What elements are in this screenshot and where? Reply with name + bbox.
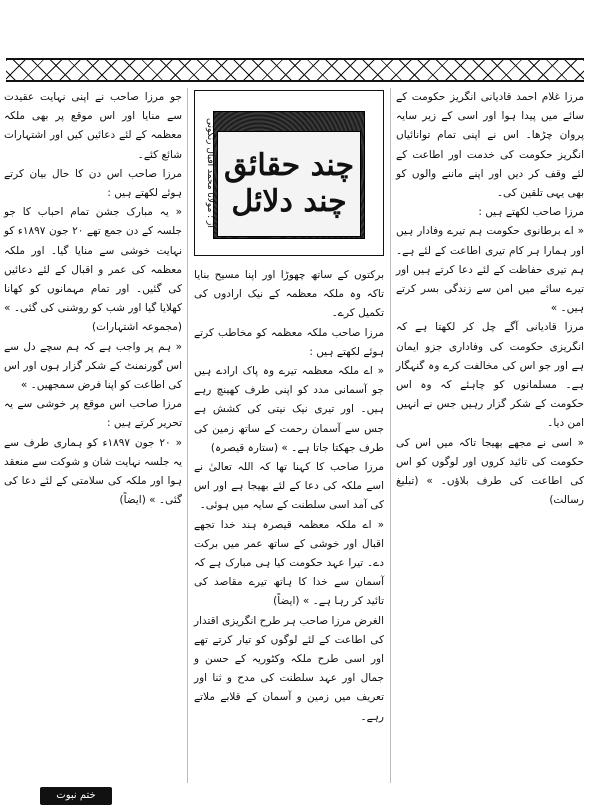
quote-paragraph: « اے ملکہ معظمہ تیرے وہ پاک ارادے ہیں جو آسمانی مدد کو اپنی طرف کھینچ رہے ہیں۔ اور تیری نیک نیتی کی کشش ہے جس سے آسمان رحمت کے ساتھ زمین کی طرف جھکتا جاتا ہے۔ » (ستارہ قیصرہ) — [194, 365, 384, 454]
column-divider — [187, 88, 188, 783]
paragraph: مرزا صاحب اس موقع پر خوشی سے یہ تحریر کرتے ہیں : — [4, 398, 182, 430]
quote-paragraph: « ۲۰ جون ۱۸۹۷ء کو ہماری طرف سے یہ جلسہ نہایت شان و شوکت سے منعقد ہوا اور ملکہ کی سلامتی کے لئے دعا کی گئی۔ » (ایضاً) — [4, 436, 182, 507]
column-middle — [194, 266, 384, 783]
quote-paragraph: « اسی نے مجھے بھیجا تاکہ میں اس کی حکومت کی تائید کروں اور لوگوں کو اس کی اطاعت کی طرف بلاؤں۔ » (تبلیغ رسالت) — [396, 436, 584, 507]
quote-paragraph: « اے برطانوی حکومت ہم تیرے وفادار ہیں اور ہمارا ہر کام تیری اطاعت کے لئے ہے۔ ہم تیری حفاظت کے لئے دعا کرتے ہیں اور تیرے سائے میں امن سے زندگی بسر کرتے ہیں۔ » — [396, 225, 584, 315]
author-byline: از : مولانا محمد اقبال رنگونی — [205, 118, 215, 228]
paragraph: برکتوں کے ساتھ چھوڑا اور اپنا مسیح بنایا تاکہ وہ ملکہ معظمہ کے نیک ارادوں کی تکمیل کرے۔ — [194, 269, 384, 320]
paragraph: مرزا صاحب کا کہنا تھا کہ اللہ تعالیٰ نے اسے ملکہ کی دعا کے لئے بھیجا ہے اور اس کی آمد اسی سلطنت کے سایہ میں ہوئی۔ — [194, 461, 384, 512]
column-right — [396, 88, 584, 783]
magazine-footer-label: ختم نبوت — [40, 787, 112, 805]
title-line-1: چند حقائق — [223, 148, 355, 183]
paragraph: مرزا غلام احمد قادیانی انگریز حکومت کے سائے میں پیدا ہوا اور اسی کے زیر سایہ پروان چڑھا۔ اس نے اپنی تمام توانائیاں انگریز حکومت کی خدمت اور اطاعت کے لئے وقف کر دیں اور اپنے ماننے والوں کو بھی یہی تلقین کی۔ — [396, 91, 584, 200]
title-panel — [217, 131, 361, 237]
column-left — [4, 88, 182, 783]
quote-paragraph: « ہم پر واجب ہے کہ ہم سچے دل سے اس گورنمنٹ کے شکر گزار ہوں اور اس کی اطاعت کو اپنا فرض سمجھیں۔ » — [4, 340, 182, 392]
title-line-2: چند دلائل — [231, 184, 347, 219]
decorative-border — [6, 58, 584, 82]
paragraph: مرزا قادیانی آگے چل کر لکھتا ہے کہ انگریزی حکومت کی وفاداری جزو ایمان ہے اور جو اس کی مخالفت کرے وہ گنہگار ہے۔ مسلمانوں کو چاہئے کہ وہ اس حکومت کے شکر گزار رہیں جس نے انہیں امن دیا۔ — [396, 321, 584, 430]
paragraph: مرزا صاحب ملکہ معظمہ کو مخاطب کرتے ہوئے لکھتے ہیں : — [194, 326, 384, 358]
paragraph: الغرض مرزا صاحب ہر طرح انگریزی اقتدار کی اطاعت کے لئے لوگوں کو تیار کرتے تھے اور اسی طرح ملکہ وکٹوریہ کے حسن و جمال اور عہد سلطنت کی مدح و ثنا اور تعریف میں زمین و آسمان کے قلابے ملاتے رہے۔ — [194, 614, 384, 723]
paragraph: مرزا صاحب اس دن کا حال بیان کرتے ہوئے لکھتے ہیں : — [4, 167, 182, 200]
title-box — [194, 90, 384, 256]
quote-paragraph: « یہ مبارک جشن تمام احباب کا جو جلسہ کے دن جمع تھے ۲۰ جون ۱۸۹۷ء کو نہایت خوشی سے منایا گیا۔ اور ملکہ معظمہ کی عمر و اقبال کے لئے دعائیں کی گئیں۔ اور تمام مہمانوں کو کھانا کھلایا گیا اور شب کو روشنی کی گئی۔ » (مجموعہ اشتہارات) — [4, 206, 183, 334]
quote-paragraph: « اے ملکہ معظمہ قیصرہ ہند خدا تجھے اقبال اور خوشی کے ساتھ عمر میں برکت دے۔ تیرا عہد حکومت کیا ہی مبارک ہے کہ آسمان سے خدا کا ہاتھ تیرے مقاصد کی تائید کر رہا ہے۔ » (ایضاً) — [194, 518, 384, 608]
paragraph: مرزا صاحب لکھتے ہیں : — [478, 206, 584, 219]
page-body — [0, 88, 590, 783]
paragraph: جو مرزا صاحب نے اپنی نہایت عقیدت سے منایا اور اس موقع پر بھی ملکہ معظمہ کے لئے دعائیں کیں اور اشتہارات شائع کئے۔ — [4, 91, 182, 161]
column-divider — [390, 88, 391, 783]
